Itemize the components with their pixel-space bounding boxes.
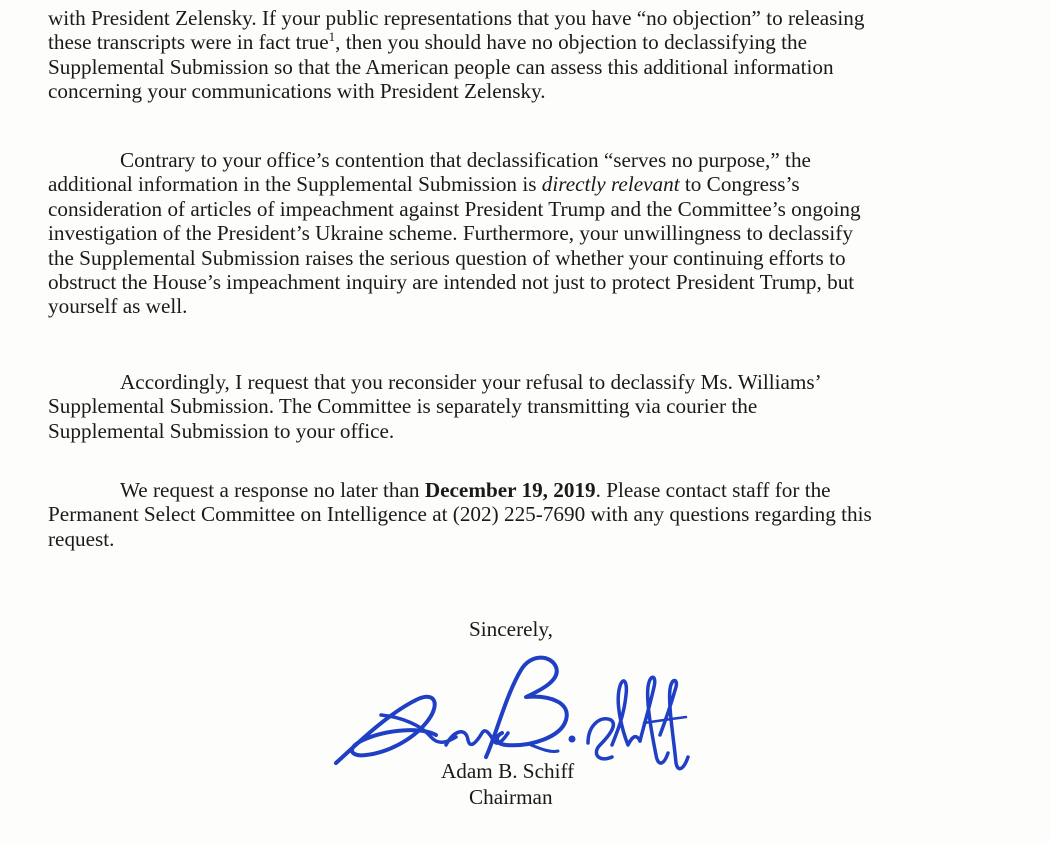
text-line: Supplemental Submission so that the American people can assess this additional information: [48, 54, 834, 79]
text-line: Contrary to your office’s contention that declassification “serves no purpose,” the: [120, 148, 811, 172]
emphasis-text: directly relevant: [541, 172, 680, 197]
text-line: Permanent Select Committee on Intelligence at (202) 225-7690 with any questions regarding this: [48, 502, 872, 527]
text-line: obstruct the House’s impeachment inquiry are intended not just to protect President Trump, but: [48, 270, 855, 295]
signer-title: Chairman: [469, 785, 553, 809]
signer-name: Adam B. Schiff: [441, 759, 575, 783]
paragraph-response-deadline: [48, 478, 1038, 551]
signature-dot: [569, 736, 575, 742]
footnote-marker: 1: [328, 29, 336, 45]
signature-stroke: [660, 681, 688, 769]
deadline-date: December 19, 2019: [424, 478, 596, 502]
paragraph-declassification-request: [48, 6, 1038, 104]
text-line: yourself as well.: [48, 294, 188, 319]
text-line: consideration of articles of impeachment against President Trump and the Committee’s ongoing: [48, 196, 861, 221]
text-line: Supplemental Submission. The Committee is separately transmitting via courier the: [48, 394, 758, 419]
text-line: concerning your communications with President Zelensky.: [48, 79, 546, 104]
text-line: additional information in the Supplemental Submission is directly relevant to Congress’s: [48, 172, 800, 197]
signature-stroke: [486, 658, 567, 757]
signature-stroke: [531, 745, 558, 752]
signature-stroke: [381, 715, 456, 742]
text-line: the Supplemental Submission raises the serious question of whether your continuing efforts to: [48, 245, 846, 270]
text-line: Supplemental Submission to your office.: [48, 418, 395, 443]
closing-salutation: Sincerely,: [469, 617, 553, 641]
text-line: these transcripts were in fact true$^1$, then you should have no objection to declassifying the: [48, 29, 808, 55]
paragraph-reconsider-request: [48, 370, 1038, 443]
paragraph-relevance: [48, 148, 1038, 319]
signature-stroke: [588, 719, 613, 759]
text-line: with President Zelensky. If your public representations that you have “no objection” to releasing: [48, 6, 865, 30]
text-line: request.: [48, 526, 115, 551]
text-line: investigation of the President’s Ukraine scheme. Furthermore, your unwillingness to declassify: [48, 221, 853, 246]
text-line: Accordingly, I request that you reconsider your refusal to declassify Ms. Williams’: [120, 370, 822, 394]
signature-stroke: [612, 681, 640, 745]
text-line: We request a response no later than December 19, 2019. Please contact staff for the: [120, 478, 831, 502]
